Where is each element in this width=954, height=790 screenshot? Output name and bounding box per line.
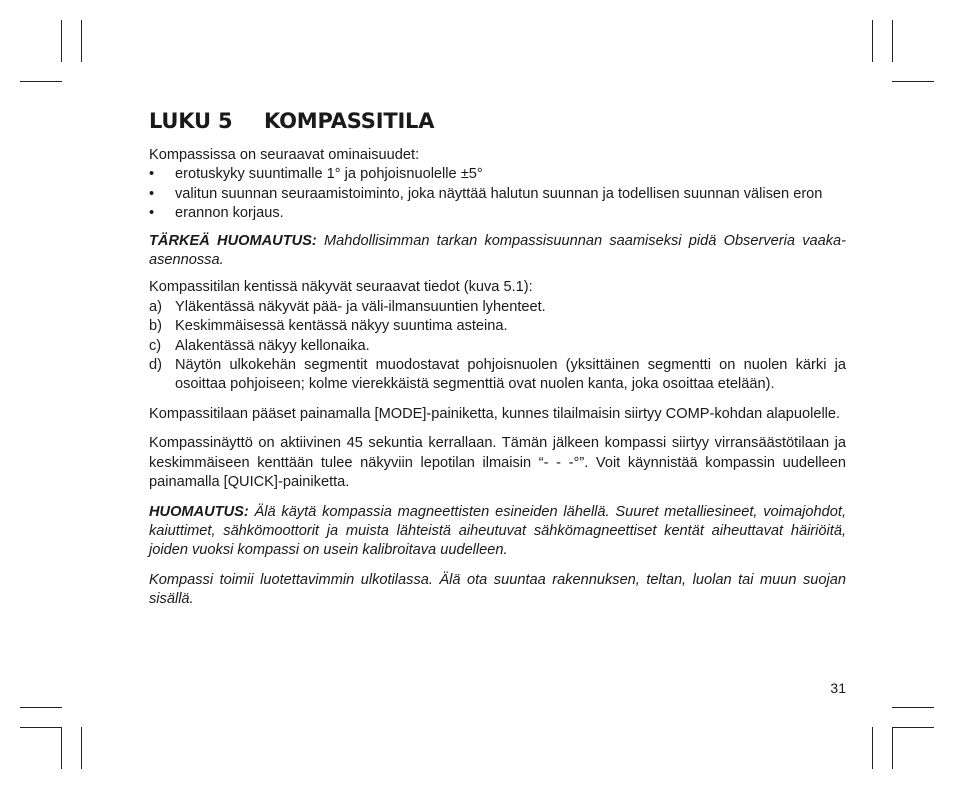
crop-mark (892, 81, 934, 82)
crop-mark (872, 727, 873, 769)
crop-mark (892, 707, 934, 708)
list-item: c) Alakentässä näkyy kellonaika. (149, 337, 370, 354)
chapter-number: LUKU 5 (149, 109, 233, 133)
crop-mark (20, 727, 62, 728)
important-note-label: TÄRKEÄ HUOMAUTUS: (149, 232, 317, 249)
crop-mark (81, 727, 82, 769)
page-number: 31 (830, 680, 846, 696)
crop-mark (892, 727, 934, 728)
page-content (149, 108, 846, 610)
list-item: • erannon korjaus. (149, 205, 284, 222)
crop-mark (892, 727, 893, 769)
list-item: d) Näytön ulkokehän segmentit muodostavat pohjoisnuolen (yksittäinen segmentti on nuolen kärki ja osoittaa pohjoiseen; kolme vierekkäistä segmenttiä ovat nuolen kanta, joka osoittaa etelään). (149, 357, 846, 393)
crop-mark (20, 81, 62, 82)
list-item: • valitun suunnan seuraamistoiminto, joka näyttää halutun suunnan ja todellisen suunnan välisen eron (149, 185, 823, 202)
outdoor-paragraph: Kompassi toimii luotettavimmin ulkotilassa. Älä ota suuntaa rakennuksen, teltan, luolan tai muun suojan sisällä. (149, 571, 846, 608)
crop-mark (81, 20, 82, 62)
fields-list (149, 298, 846, 395)
crop-mark (61, 727, 62, 769)
timeout-paragraph: Kompassinäyttö on aktiivinen 45 sekuntia kerrallaan. Tämän jälkeen kompassi siirtyy virransäästötilaan ja keskimmäiseen kenttään tulee näkyviin lepotilan ilmaisin “- - -°”. Voit käynnistää kompassin uudelleen painamalla [QUICK]-painiketta. (149, 435, 846, 491)
list-item: • erotuskyky suuntimalle 1° ja pohjoisnuolelle ±5° (149, 166, 483, 183)
crop-mark (20, 707, 62, 708)
magnet-note: HUOMAUTUS: Älä käytä kompassia magneettisten esineiden lähellä. Suuret metalliesineet, voimajohdot, kaiuttimet, sähkömoottorit ja muista lähteistä aiheutuvat sähkömagneettiset kentät aiheuttavat häiriöitä, joiden vuoksi kompassi on usein kalibroitava uudelleen. (149, 503, 846, 559)
crop-mark (872, 20, 873, 62)
chapter-heading (149, 108, 846, 134)
fields-intro: Kompassitilan kentissä näkyvät seuraavat tiedot (kuva 5.1): (149, 279, 533, 296)
features-list (149, 165, 846, 223)
crop-mark (61, 20, 62, 62)
chapter-title: KOMPASSITILA (264, 109, 435, 133)
note-label: HUOMAUTUS: (149, 503, 249, 520)
list-item: b) Keskimmäisessä kentässä näkyy suuntima asteina. (149, 318, 508, 335)
important-note: TÄRKEÄ HUOMAUTUS: Mahdollisimman tarkan kompassisuunnan saamiseksi pidä Observeria vaaka-asennossa. (149, 232, 847, 269)
crop-mark (892, 20, 893, 62)
list-item: a) Yläkentässä näkyvät pää- ja väli-ilmansuuntien lyhenteet. (149, 298, 546, 315)
mode-paragraph: Kompassitilaan pääset painamalla [MODE]-painiketta, kunnes tilailmaisin siirtyy COMP-kohdan alapuolelle. (149, 405, 841, 422)
features-intro: Kompassissa on seuraavat ominaisuudet: (149, 147, 420, 163)
